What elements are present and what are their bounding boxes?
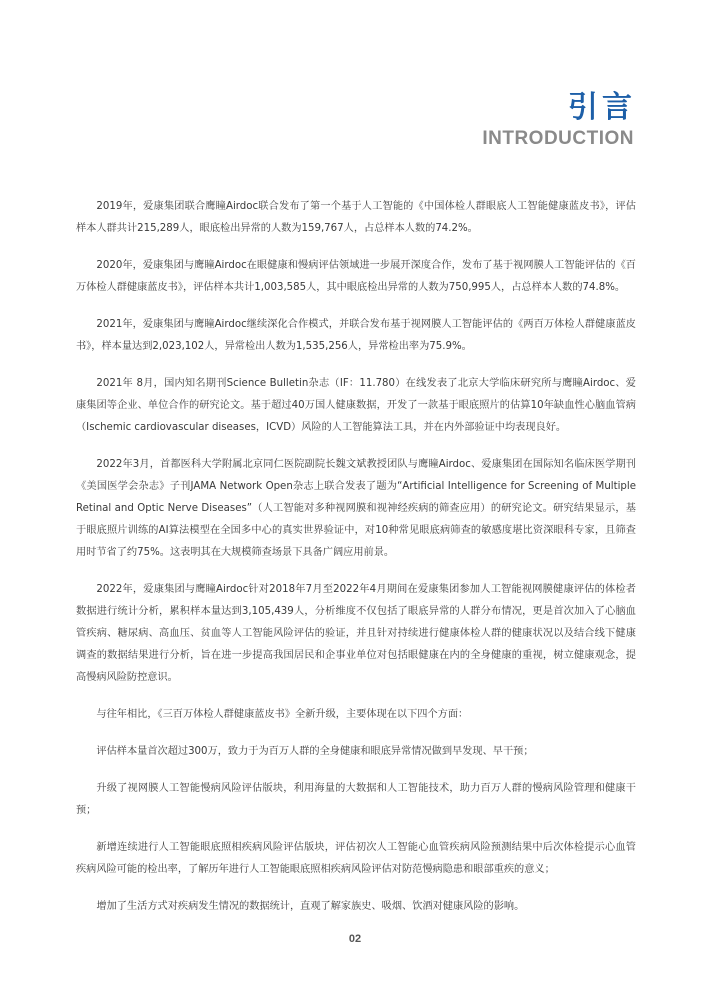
paragraph-2020: 2020年，爱康集团与鹰瞳Airdoc在眼健康和慢病评估领域进一步展开深度合作，发布了基于视网膜人工智能评估的《百万体检人群健康蓝皮书》，评估样本共计1,003,585人，其中眼底检出异常的人数为750,995人，占总样本人数的74.8%。 [76, 260, 636, 293]
paragraph-upgrade-2: 升级了视网膜人工智能慢病风险评估版块，利用海量的大数据和人工智能技术，助力百万人群的慢病风险管理和健康干预； [76, 783, 636, 816]
paragraph-2021-science-bulletin: 2021年 8月，国内知名期刊Science Bulletin杂志（IF：11.780）在线发表了北京大学临床研究所与鹰瞳Airdoc、爱康集团等企业、单位合作的研究论文。基于超过40万国人健康数据，开发了一款基于眼底照片的估算10年缺血性心脑血管病（Ischemic cardiovascular diseases，ICVD）风险的人工智能算法工具，并在内外部验证中均表现良好。 [76, 378, 636, 433]
paragraph-upgrade-4: 增加了生活方式对疾病发生情况的数据统计，直观了解家族史、吸烟、饮酒对健康风险的影响。 [96, 901, 525, 912]
paragraph-upgrade-1: 评估样本量首次超过300万，致力于为百万人群的全身健康和眼底异常情况做到早发现、早干预； [96, 746, 534, 757]
body-text [76, 196, 636, 933]
paragraph-2019: 2019年，爱康集团联合鹰瞳Airdoc联合发布了第一个基于人工智能的《中国体检人群眼底人工智能健康蓝皮书》，评估样本人群共计215,289人，眼底检出异常的人数为159,767人，占总样本人数的74.2%。 [76, 201, 636, 234]
paragraph-upgrade-intro: 与往年相比，《三百万体检人群健康蓝皮书》全新升级，主要体现在以下四个方面： [96, 709, 469, 720]
paragraph-upgrade-3: 新增连续进行人工智能眼底照相疾病风险评估版块，评估初次人工智能心血管疾病风险预测结果中后次体检提示心血管疾病风险可能的检出率，了解历年进行人工智能眼底照相疾病风险评估对防范慢病隐患和眼部重疾的意义； [76, 842, 636, 875]
page-number: 02 [348, 933, 362, 945]
paragraph-2022-analysis: 2022年，爱康集团与鹰瞳Airdoc针对2018年7月至2022年4月期间在爱康集团参加人工智能视网膜健康评估的体检者数据进行统计分析，累积样本量达到3,105,439人，分析维度不仅包括了眼底异常的人群分布情况，更是首次加入了心脑血管疾病、糖尿病、高血压、贫血等人工智能风险评估的验证，并且针对持续进行健康体检人群的健康状况以及结合线下健康调查的数据结果进行分析，旨在进一步提高我国居民和企事业单位对包括眼健康在内的全身健康的重视，树立健康观念，提高慢病风险防控意识。 [76, 584, 636, 683]
page-subtitle: INTRODUCTION [482, 128, 634, 149]
page-title: 引言 [568, 90, 636, 125]
paragraph-2021: 2021年，爱康集团与鹰瞳Airdoc继续深化合作模式，并联合发布基于视网膜人工智能评估的《两百万体检人群健康蓝皮书》，样本量达到2,023,102人，异常检出人数为1,535,256人，异常检出率为75.9%。 [76, 319, 636, 352]
paragraph-2022-jama: 2022年3月，首都医科大学附属北京同仁医院副院长魏文斌教授团队与鹰瞳Airdoc、爱康集团在国际知名临床医学期刊《美国医学会杂志》子刊JAMA Network Open杂志上联合发表了题为“Artificial Intelligence for Screening of Multiple Retinal and Optic Nerve Diseases”（人工智能对多种视网膜和视神经疾病的筛查应用）的研究论文。研究结果显示，基于眼底照片训练的AI算法模型在全国多中心的真实世界验证中，对10种常见眼底病筛查的敏感度堪比资深眼科专家，且筛查用时节省了约75%。这表明其在大规模筛查场景下具备广阔应用前景。 [76, 459, 636, 558]
